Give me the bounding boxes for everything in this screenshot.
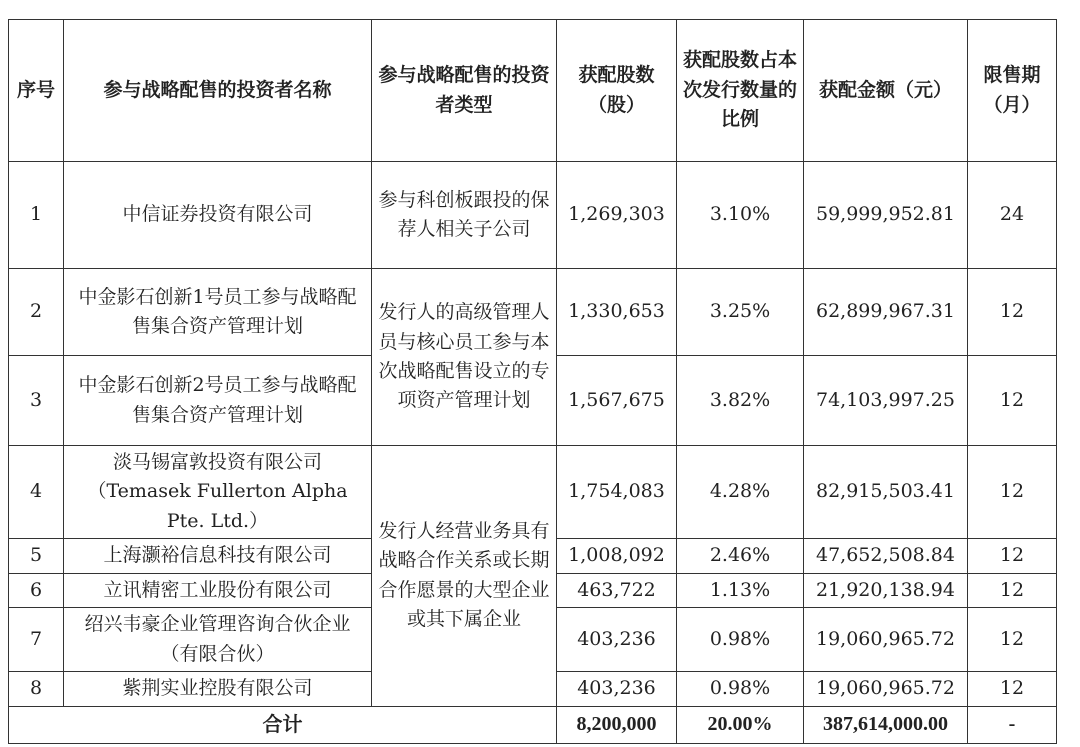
cell-shares: 1,754,083	[557, 446, 677, 539]
cell-seq: 6	[9, 573, 64, 607]
total-row	[9, 706, 1057, 743]
table-row	[9, 162, 1057, 269]
cell-lockup: 12	[968, 539, 1057, 573]
total-ratio: 20.00%	[677, 706, 804, 743]
total-shares: 8,200,000	[557, 706, 677, 743]
cell-investor-name: 上海灏裕信息科技有限公司	[64, 539, 372, 573]
total-label: 合计	[9, 706, 557, 743]
cell-amount: 74,103,997.25	[804, 356, 968, 446]
cell-shares: 1,567,675	[557, 356, 677, 446]
cell-investor-type: 发行人的高级管理人员与核心员工参与本次战略配售设立的专项资产管理计划	[372, 269, 557, 446]
cell-shares: 403,236	[557, 608, 677, 672]
cell-ratio: 2.46%	[677, 539, 804, 573]
cell-investor-name: 中金影石创新2号员工参与战略配售集合资产管理计划	[64, 356, 372, 446]
header-lockup: 限售期（月）	[968, 20, 1057, 162]
cell-investor-type: 参与科创板跟投的保荐人相关子公司	[372, 162, 557, 269]
cell-ratio: 3.10%	[677, 162, 804, 269]
cell-amount: 59,999,952.81	[804, 162, 968, 269]
cell-lockup: 24	[968, 162, 1057, 269]
cell-amount: 19,060,965.72	[804, 608, 968, 672]
cell-ratio: 4.28%	[677, 446, 804, 539]
cell-seq: 4	[9, 446, 64, 539]
cell-lockup: 12	[968, 446, 1057, 539]
cell-investor-name: 绍兴韦豪企业管理咨询合伙企业（有限合伙）	[64, 608, 372, 672]
cell-shares: 1,269,303	[557, 162, 677, 269]
header-investor-name: 参与战略配售的投资者名称	[64, 20, 372, 162]
cell-lockup: 12	[968, 573, 1057, 607]
cell-lockup: 12	[968, 608, 1057, 672]
total-amount: 387,614,000.00	[804, 706, 968, 743]
cell-lockup: 12	[968, 356, 1057, 446]
cell-shares: 403,236	[557, 672, 677, 706]
cell-ratio: 3.25%	[677, 269, 804, 356]
cell-seq: 3	[9, 356, 64, 446]
cell-amount: 62,899,967.31	[804, 269, 968, 356]
cell-amount: 19,060,965.72	[804, 672, 968, 706]
total-lockup: -	[968, 706, 1057, 743]
cell-shares: 463,722	[557, 573, 677, 607]
cell-seq: 5	[9, 539, 64, 573]
cell-investor-name: 紫荆实业控股有限公司	[64, 672, 372, 706]
cell-investor-name: 中信证券投资有限公司	[64, 162, 372, 269]
cell-ratio: 3.82%	[677, 356, 804, 446]
cell-seq: 7	[9, 608, 64, 672]
header-seq: 序号	[9, 20, 64, 162]
header-amount: 获配金额（元）	[804, 20, 968, 162]
cell-seq: 1	[9, 162, 64, 269]
cell-investor-name: 淡马锡富敦投资有限公司（Temasek Fullerton Alpha Pte. Ltd.）	[64, 446, 372, 539]
header-shares: 获配股数（股）	[557, 20, 677, 162]
cell-lockup: 12	[968, 269, 1057, 356]
table-row	[9, 446, 1057, 539]
cell-ratio: 0.98%	[677, 608, 804, 672]
cell-investor-type: 发行人经营业务具有战略合作关系或长期合作愿景的大型企业或其下属企业	[372, 446, 557, 707]
cell-amount: 21,920,138.94	[804, 573, 968, 607]
table-row	[9, 269, 1057, 356]
cell-shares: 1,008,092	[557, 539, 677, 573]
cell-amount: 82,915,503.41	[804, 446, 968, 539]
cell-investor-name: 立讯精密工业股份有限公司	[64, 573, 372, 607]
cell-seq: 8	[9, 672, 64, 706]
cell-lockup: 12	[968, 672, 1057, 706]
cell-seq: 2	[9, 269, 64, 356]
cell-investor-name: 中金影石创新1号员工参与战略配售集合资产管理计划	[64, 269, 372, 356]
strategic-placement-table	[8, 19, 1057, 744]
cell-ratio: 1.13%	[677, 573, 804, 607]
header-investor-type: 参与战略配售的投资者类型	[372, 20, 557, 162]
cell-shares: 1,330,653	[557, 269, 677, 356]
header-ratio: 获配股数占本次发行数量的比例	[677, 20, 804, 162]
cell-ratio: 0.98%	[677, 672, 804, 706]
cell-amount: 47,652,508.84	[804, 539, 968, 573]
